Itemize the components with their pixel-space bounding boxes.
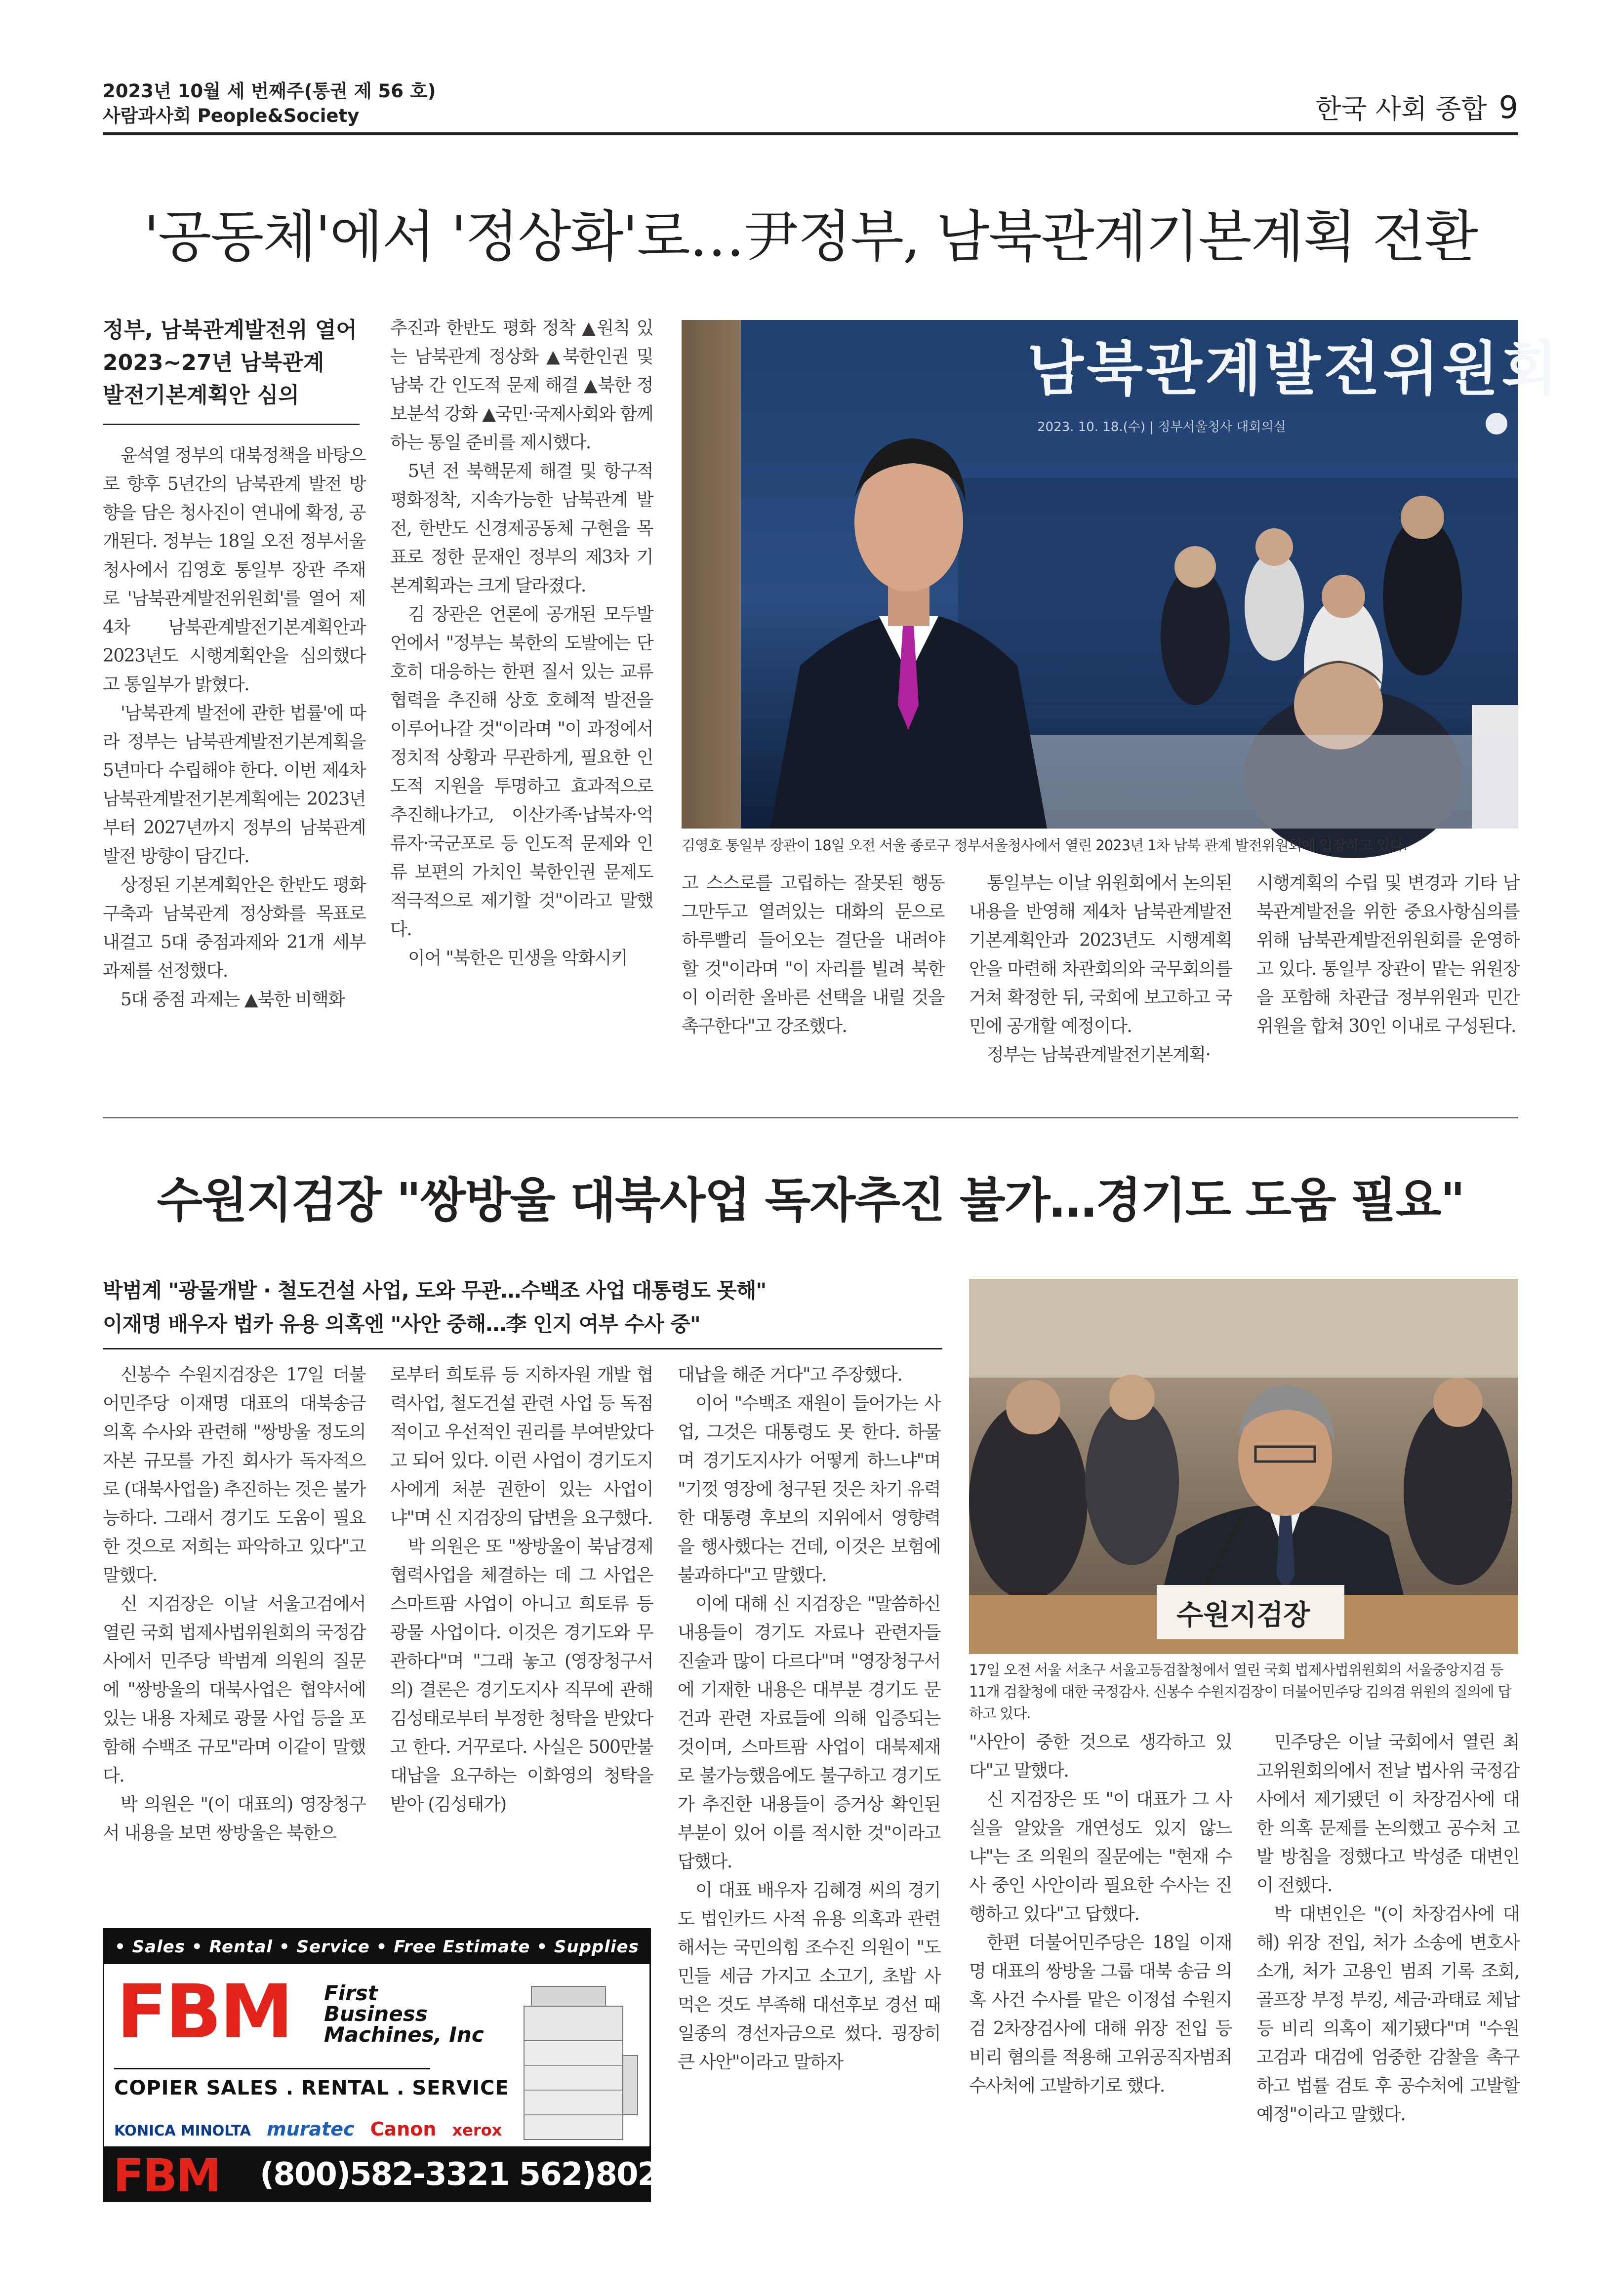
article1-column-5: [1256, 869, 1519, 1103]
masthead-rule: [103, 132, 1518, 135]
article2-column-4: [969, 1728, 1232, 2203]
brand-muratec: muratec: [267, 2118, 355, 2140]
article1-column-3: [682, 869, 944, 1103]
deck-line: 박범계 "광물개발 · 철도건설 사업, 도와 무관…수백조 사업 대통령도 못해": [103, 1278, 767, 1303]
deck-rule: [103, 424, 360, 425]
deck-line: 발전기본계획안 심의: [103, 383, 299, 408]
paragraph: 정부는 남북관계발전기본계획·: [987, 1045, 1211, 1065]
paragraph: "사안이 중한 것으로 생각하고 있다"고 말했다.: [969, 1732, 1232, 1781]
deck-line: 정부, 남북관계발전위 열어: [103, 317, 357, 343]
meeting-photo-image: [682, 320, 1561, 829]
deck-line: 2023~27년 남북관계: [103, 350, 324, 375]
copier-machine-icon: [522, 1981, 640, 2144]
article-divider: [103, 1117, 1518, 1118]
article2-headline: 수원지검장 "쌍방울 대북사업 독자추진 불가…경기도 도움 필요": [157, 1173, 1464, 1228]
article2-column-5: [1256, 1728, 1519, 2203]
ad-offerings: COPIER SALES . RENTAL . SERVICE: [114, 2077, 509, 2099]
paragraph: 윤석열 정부의 대북정책을 바탕으로 향후 5년간의 남북관계 발전 방향을 담은 청사진이 연내에 확정, 공개된다. 정부는 18일 오전 정부서울청사에서 김영호 통일부 장관 주재로 '남북관계발전위원회'를 열어 제4차 남북관계발전기본계획안과 2023년도 시행계획안을 심의했다고 통일부가 밝혔다.: [103, 445, 365, 695]
paragraph: 박 의원은 또 "쌍방울이 북남경제협력사업을 체결하는 데 그 사업은 스마트팜 사업이 아니고 희토류 등 광물 사업이다. 이것은 경기도와 무관하다"며 "그래 놓고 (영장청구서의) 결론은 경기도지사 직무에 관해 김성태로부터 부정한 청탁을 받았다고 한다. 거꾸로다. 사실은 500만불 대납을 요구하는 이화영의 청탁을 받아 (김성태가): [390, 1537, 653, 1815]
nameplate-text: 수원지검장: [1176, 1599, 1310, 1631]
ad-logo: FBM: [117, 1969, 292, 2055]
paragraph: 시행계획의 수립 및 변경과 기타 남북관계발전을 위한 중요사항심의를 위해 남북관계발전위원회를 운영하고 있다. 통일부 장관이 맡는 위원장을 포함해 차관급 정부위원과 민간위원을 합쳐 30인 이내로 구성된다.: [1256, 873, 1519, 1036]
article1-photo-caption: 김영호 통일부 장관이 18일 오전 서울 종로구 정부서울청사에서 열린 2023년 1차 남북 관계 발전위원회에 입장하고 있다.: [682, 837, 1408, 854]
ad-phone-numbers[interactable]: (800)582-3321 562)802-9044: [260, 2156, 755, 2193]
paragraph: 신 지검장은 또 "이 대표가 그 사실을 알았을 개연성도 있지 않느냐"는 조 의원의 질문에는 "현재 수사 중인 사안이라 필요한 수사는 진행하고 있다"고 답했다.: [969, 1789, 1232, 1924]
page-number: 9: [1498, 89, 1518, 125]
article1-column-1: [103, 441, 365, 1103]
fbm-advertisement[interactable]: [103, 1928, 755, 2202]
article2-column-3: [678, 1361, 940, 2203]
ad-divider: [114, 2068, 430, 2069]
paragraph: 고 스스로를 고립하는 잘못된 행동 그만두고 열려있는 대화의 문으로 하루빨리 들어오는 결단을 내려야 할 것"이라며 "이 자리를 빌려 북한이 이러한 올바른 선택을 내릴 것을 촉구한다"고 강조했다.: [682, 873, 944, 1036]
company-line: First: [324, 1981, 378, 2005]
section-title: 한국 사회 종합: [1315, 93, 1487, 124]
article1-column-4: [969, 869, 1232, 1103]
ad-company-name: [324, 1983, 484, 2045]
issue-line: 2023년 10월 세 번째주(통권 제 56 호): [103, 80, 436, 102]
article2-photo: [969, 1279, 1518, 1654]
paragraph: 신봉수 수원지검장은 17일 더불어민주당 이재명 대표의 대북송금 의혹 수사와 관련해 "쌍방울 정도의 자본 규모를 가진 회사가 독자적으로 (대북사업을) 추진하는 것은 불가능하다. 그래서 경기도 도움이 필요한 것으로 저희는 파악하고 있다"고 말했다.: [103, 1365, 365, 1585]
banner-text: 남북관계발전위원회: [1027, 335, 1561, 403]
paragraph: 박 대변인은 "(이 차장검사에 대해) 위장 전입, 처가 소송에 변호사 소개, 처가 고용인 범죄 기록 조회, 골프장 부정 부킹, 세금·과태료 체납 등 비리 의혹이 제기됐다"며 "수원고검과 대검에 엄중한 감찰을 촉구하고 법률 검토 후 공수처에 고발할 예정"이라고 말했다.: [1256, 1904, 1519, 2125]
paragraph: 이어 "수백조 재원이 들어가는 사업, 그것은 대통령도 못 한다. 하물며 경기도지사가 어떻게 하느냐"며 "기껏 영장에 청구된 것은 차기 유력한 대통령 후보의 지위에서 영향력을 행사했다는 건데, 이것은 보험에 불과하다"고 말했다.: [678, 1393, 940, 1585]
paragraph: 통일부는 이날 위원회에서 논의된 내용을 반영해 제4차 남북관계발전기본계획안과 2023년도 시행계획안을 마련해 차관회의와 국무회의를 거쳐 확정한 뒤, 국회에 보고하고 국민에 공개할 예정이다.: [969, 873, 1232, 1036]
paragraph: 대납을 해준 거다"고 주장했다.: [678, 1365, 902, 1385]
ad-brand-logos: [114, 2118, 502, 2140]
brand-xerox: xerox: [452, 2121, 502, 2139]
paragraph: 5대 중점 과제는 ▲북한 비핵화: [121, 990, 345, 1010]
article2-deck: [103, 1274, 942, 1341]
ad-contact-bar: [104, 2146, 755, 2202]
paragraph: 박 의원은 "(이 대표의) 영장청구서 내용을 보면 쌍방울은 북한으: [103, 1794, 365, 1843]
brand-canon: Canon: [370, 2118, 437, 2140]
ad-services-bar: • Sales • Rental • Service • Free Estimate • Supplies: [104, 1930, 649, 1964]
paragraph: 추진과 한반도 평화 정착 ▲원칙 있는 남북관계 정상화 ▲북한인권 및 남북 간 인도적 문제 해결 ▲북한 정보분석 강화 ▲국민·국제사회와 함께하는 통일 준비를 제시했다.: [390, 318, 653, 453]
paragraph: 로부터 희토류 등 지하자원 개발 협력사업, 철도건설 관련 사업 등 독점적이고 우선적인 권리를 부여받았다고 되어 있다. 이런 사업이 경기도지사에게 처분 권한이 있는 사업이냐"며 신 지검장의 답변을 요구했다.: [390, 1365, 653, 1528]
hearing-photo-image: [969, 1279, 1518, 1654]
banner-subtext: 2023. 10. 18.(수) | 정부서울청사 대회의실: [1037, 420, 1286, 435]
government-emblem-icon: [1486, 413, 1507, 435]
company-line: Machines, Inc: [324, 2022, 484, 2047]
article1-deck: [103, 314, 360, 412]
paragraph: 한편 더불어민주당은 18일 이재명 대표의 쌍방울 그룹 대북 송금 의혹 사건 수사를 맡은 이정섭 수원지검 2차장검사에 대해 위장 전입 등 비리 혐의를 적용해 고위공직자범죄수사처에 고발하기로 했다.: [969, 1933, 1232, 2096]
paragraph: 이어 "북한은 민생을 악화시키: [408, 948, 628, 968]
article1-headline: '공동체'에서 '정상화'로…尹정부, 남북관계기본계획 전환: [144, 205, 1477, 269]
paragraph: 이 대표 배우자 김혜경 씨의 경기도 법인카드 사적 유용 의혹과 관련해서는 국민의힘 조수진 의원이 "도민들 세금 가지고 소고기, 초밥 사 먹은 것도 부족해 대선후보 경선 때 일종의 경선자금으로 썼다. 굉장히 큰 사안"이라고 말하자: [678, 1880, 940, 2072]
article2-column-1: [103, 1361, 365, 1917]
masthead-left: [103, 79, 745, 128]
ad-footer-logo: FBM: [113, 2149, 220, 2202]
deck-line: 이재명 배우자 법카 유용 의혹엔 "사안 중해…李 인지 여부 수사 중": [103, 1312, 700, 1336]
paragraph: '남북관계 발전에 관한 법률'에 따라 정부는 남북관계발전기본계획을 5년마다 수립해야 한다. 이번 제4차 남북관계발전기본계획에는 2023년부터 2027년까지 정부의 남북관계 발전 방향이 담긴다.: [103, 703, 365, 867]
paragraph: 신 지검장은 이날 서울고검에서 열린 국회 법제사법위원회의 국정감사에서 민주당 박범계 의원의 질문에 "쌍방울의 대북사업은 협약서에 있는 내용 자체로 광물 사업 등을 포함해 수백조 규모"라며 이같이 말했다.: [103, 1594, 365, 1786]
article2-column-2: [390, 1361, 653, 1917]
deck-rule: [103, 1348, 942, 1349]
paragraph: 김 장관은 언론에 공개된 모두발언에서 "정부는 북한의 도발에는 단호히 대응하는 한편 질서 있는 교류협력을 추진해 상호 호혜적 발전을 이루어나갈 것"이라며 "이 과정에서 정치적 상황과 무관하게, 필요한 인도적 지원을 투명하고 효과적으로 추진해나가고, 이산가족·납북자·억류자·국군포로 등 인도적 문제와 인류 보편의 가치인 북한인권 문제도 적극적으로 제기할 것"이라고 말했다.: [390, 604, 653, 940]
masthead-right: [1315, 88, 1518, 126]
brand-konica: KONICA MINOLTA: [114, 2122, 251, 2139]
paragraph: 5년 전 북핵문제 해결 및 항구적 평화정착, 지속가능한 남북관계 발전, 한반도 신경제공동체 구현을 목표로 정한 문재인 정부의 제3차 기본계획과는 크게 달라졌다.: [390, 461, 653, 596]
company-line: Business: [324, 2002, 428, 2026]
paragraph: 민주당은 이날 국회에서 열린 최고위원회의에서 전날 법사위 국정감사에서 제기됐던 이 차장검사에 대한 의혹 문제를 논의했고 공수처 고발 방침을 정했다고 박성준 대변인이 전했다.: [1256, 1732, 1519, 1896]
article1-photo: [682, 320, 1561, 829]
paragraph: 상정된 기본계획안은 한반도 평화구축과 남북관계 정상화를 목표로 내걸고 5대 중점과제와 21개 세부과제를 선정했다.: [103, 875, 365, 981]
article1-column-2: [390, 314, 653, 1103]
publication-name: 사람과사회 People&Society: [103, 105, 360, 126]
paragraph: 이에 대해 신 지검장은 "말씀하신 내용들이 경기도 자료나 관련자들 진술과 많이 다르다"며 "영장청구서에 기재한 내용은 대부분 경기도 문건과 관련 자료들에 의해 입증되는 것이며, 스마트팜 사업이 대북제재로 불가능했음에도 불구하고 경기도가 추진한 내용들이 증거상 확인된 부분이 있어 이를 적시한 것"이라고 답했다.: [678, 1594, 940, 1872]
article2-photo-caption: 17일 오전 서울 서초구 서울고등검찰청에서 열린 국회 법제사법위원회의 서울중앙지검 등 11개 검찰청에 대한 국정감사. 신봉수 수원지검장이 더불어민주당 김의겸 위원의 질의에 답하고 있다.: [969, 1662, 1511, 1722]
